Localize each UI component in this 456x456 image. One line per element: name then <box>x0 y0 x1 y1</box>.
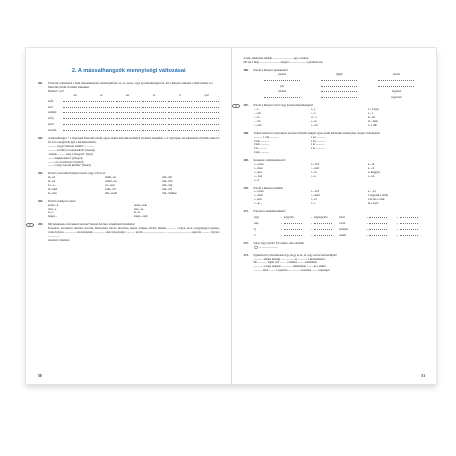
exercise-cell: nehéz <box>339 233 347 237</box>
exercise-line: ........ ott a bordóztató? (bízzál) <box>48 159 84 164</box>
exercise-number: 265. <box>38 222 44 227</box>
exercise-cell <box>400 232 425 238</box>
exercise-cell: ö tajpyták a telők <box>367 194 388 198</box>
answer-blank[interactable] <box>369 232 387 236</box>
answer-blank[interactable] <box>63 121 87 125</box>
exercise-instruction: Pótold a hiányzó betűket! <box>253 185 284 190</box>
exercise-instruction: Kerekezz a kiürestemporal! <box>253 158 286 163</box>
exercise-instruction: Ujjas vagy rajzok? Írj a képre, ami odaillik! <box>253 240 305 245</box>
exercise-cell: 1 ér ............ <box>310 147 325 151</box>
exercise-instruction: Egészítsd ki a mondatokat úgy, hogy az sz, zs vagy ssz/ss betű kerüljön! <box>253 252 337 257</box>
exercise-cell: a....olten <box>253 190 264 194</box>
exercise-269 <box>244 159 426 182</box>
page-number: 50 <box>38 374 42 378</box>
exercise-cell: e....kus <box>253 198 262 202</box>
col-header: ssz <box>125 92 130 97</box>
exercise-cell: é....övő <box>310 190 320 194</box>
answer-blank[interactable] <box>89 121 113 125</box>
exercise-line: ........ megkérdezze? (elfogad) <box>48 155 83 160</box>
answer-blank[interactable] <box>89 104 113 108</box>
exercise-273 <box>244 254 426 274</box>
exercise-cell: jövünk <box>278 90 286 94</box>
answer-blank[interactable] <box>194 98 218 102</box>
answer-blank[interactable] <box>116 115 140 119</box>
answer-blank[interactable] <box>400 226 418 230</box>
exercise-cell: fé...ed <box>48 176 56 180</box>
exercise-line: ............ mint ......... a nyárban ................ a kertben ........ szépséget. <box>253 268 331 273</box>
answer-blank[interactable] <box>168 98 192 102</box>
exercise-cell: j....s <box>253 108 259 112</box>
arrow-icon: → <box>279 232 283 237</box>
col-header: zz <box>100 92 103 97</box>
exercise-row <box>254 151 426 155</box>
answer-blank[interactable] <box>116 121 140 125</box>
arrow-icon: → <box>365 220 369 225</box>
exercise-number: 270. <box>243 185 249 190</box>
exercise-cell: mű...vég <box>162 184 173 188</box>
exercise-268 <box>244 132 426 155</box>
exercise-cell: r....an <box>367 174 375 178</box>
exercise-cell: tetűel...en <box>105 180 117 184</box>
exercise-cell: legnagyobb <box>313 216 328 219</box>
answer-blank[interactable] <box>89 98 113 102</box>
answer-blank[interactable] <box>314 226 332 230</box>
answer-blank[interactable] <box>89 115 113 119</box>
exercise-cell: r....s <box>310 112 316 116</box>
exercise-cell: vi....ékel <box>367 119 378 123</box>
exercise-number: 271. <box>243 209 249 214</box>
answer-blank[interactable] <box>63 98 87 102</box>
exercise-cell: könnyű <box>339 227 348 231</box>
exercise-cell: 1 ter ............ <box>310 135 326 139</box>
row-label: szűrj <box>48 116 54 121</box>
exercise-cell: vize...e <box>48 207 57 211</box>
exercise-cell: j....vár <box>253 112 261 116</box>
exercise-instruction: Folytasd a melléknevekkel! <box>253 209 286 214</box>
exercise-272 <box>244 242 426 250</box>
col-header: ss <box>152 92 155 97</box>
row-label: szárt <box>48 122 54 127</box>
exercise-line: ............. ablaka mindig ............ ..... az ............. a kirándulókat. <box>253 256 326 261</box>
arrow-icon: → <box>310 232 313 237</box>
answer-blank[interactable] <box>400 214 418 218</box>
arrow-icon: → <box>279 220 283 225</box>
exercise-line: Mi vel a fény ............................ magát a ..................... a gombtároan. <box>243 59 323 64</box>
exercise-cell: szóko...nak <box>133 203 147 207</box>
exercise-266 <box>244 69 426 100</box>
exercise-cell: v....l <box>367 112 373 116</box>
exercise-line: A ház, amelynek ablakát ............................ egy a sarkon. <box>243 56 309 60</box>
exercise-cell: mű...szaki <box>105 191 117 195</box>
exercise-cell: 1 ban ............ <box>253 139 270 143</box>
left-page <box>26 48 232 384</box>
answer-blank[interactable] <box>284 220 302 224</box>
answer-blank[interactable] <box>168 109 192 113</box>
exercise-cell: a....ul <box>367 163 375 167</box>
exercise-cell: 1 ér ............ <box>310 143 325 147</box>
exercise-cell: j....ván <box>253 123 262 127</box>
answer-blank[interactable] <box>321 94 357 98</box>
exercise-row <box>254 94 426 100</box>
answer-blank[interactable] <box>63 127 87 131</box>
right-page <box>232 48 437 384</box>
answer-blank[interactable] <box>369 226 387 230</box>
exercise-cell: hango... <box>48 215 58 219</box>
exercise-number: 273. <box>243 252 249 257</box>
row-label: szöktek <box>48 110 57 115</box>
exercise-cell: fo...a... <box>48 184 57 188</box>
col-header: lessék <box>392 71 400 76</box>
answer-blank[interactable] <box>116 127 140 131</box>
exercise-cell: jó <box>253 233 256 237</box>
answer-blank[interactable] <box>89 127 113 131</box>
col-header: jöjjek <box>336 71 343 76</box>
answer-blank[interactable] <box>314 232 332 236</box>
exercise-cell: és a tojló <box>367 202 379 206</box>
top-lines <box>244 57 426 65</box>
exercise-cell: a....ottan <box>253 163 264 167</box>
exercise-263 <box>38 172 220 195</box>
speech-icon <box>254 246 258 249</box>
row-label: szül <box>48 104 53 109</box>
exercise-cell: fa...ban <box>48 191 57 195</box>
exercise-number: 266. <box>243 67 249 72</box>
exercise-cell: ró....t <box>310 115 317 119</box>
exercise-cell: mű...ödi <box>162 176 172 180</box>
exercise-instruction: Mit jelentenek a következő szavak? Keresd fel őket a megfelelő mondatba! <box>48 222 136 227</box>
exercise-row <box>254 202 426 206</box>
exercise-cell: fé...ékel <box>48 187 58 191</box>
arrow-icon: → <box>310 226 313 231</box>
exercise-cell: 1 nép ............ <box>253 151 270 155</box>
exercise-row <box>48 192 220 196</box>
exercise-cell: mű...vés <box>162 187 173 191</box>
arrow-icon: → <box>365 232 369 237</box>
exercise-cell: szóko...k <box>48 203 59 207</box>
answer-blank[interactable] <box>142 98 166 102</box>
exercise-cell: hango...tam <box>133 215 148 219</box>
answer-blank[interactable] <box>168 104 192 108</box>
exercise-cell: f....tő <box>310 170 317 174</box>
answer-blank[interactable] <box>116 109 140 113</box>
exercise-cell: 1 lő ............ <box>253 147 268 151</box>
answer-blank[interactable] <box>194 109 218 113</box>
answer-blank[interactable] <box>264 94 300 98</box>
arrow-icon: → <box>365 226 369 231</box>
row-label: szórtak <box>48 128 57 133</box>
exercise-cell: e....ttlen <box>253 194 263 198</box>
exercise-cell: ö....k.... <box>253 202 263 206</box>
exercise-cell: j....tő <box>253 115 260 119</box>
exercise-cell: a.... ad <box>367 190 376 194</box>
arrow-icon: → <box>365 215 369 219</box>
exercise-cell: f....r <box>310 202 316 206</box>
exercise-cell: legyünk <box>391 90 401 94</box>
exercise-262 <box>38 137 220 168</box>
answer-blank[interactable] <box>168 127 192 131</box>
answer-blank[interactable] <box>284 232 302 236</box>
answer-blank[interactable] <box>142 115 166 119</box>
exercise-271 <box>244 210 426 238</box>
col-header: tt <box>179 92 181 97</box>
exercise-261 <box>38 82 220 133</box>
answer-blank[interactable] <box>142 104 166 108</box>
exercise-cell: rossz <box>339 221 346 225</box>
cd-icon <box>232 104 240 108</box>
arrow-icon: → <box>395 215 399 219</box>
exercise-cell <box>369 232 394 238</box>
answer-blank[interactable] <box>168 115 192 119</box>
exercise-267 <box>244 104 426 127</box>
answer-blank[interactable] <box>369 214 387 218</box>
exercise-number: 267. <box>243 103 249 108</box>
exercise-cell: v....f ügyr <box>367 108 379 112</box>
answer-blank[interactable] <box>142 121 166 125</box>
exercise-cell: új <box>253 227 256 231</box>
exercise-cell <box>314 232 339 238</box>
answer-blank[interactable] <box>321 88 357 92</box>
exercise-cell: o....ttan <box>253 174 263 178</box>
arrow-icon: → <box>310 220 313 225</box>
answer-blank[interactable] <box>321 83 357 87</box>
answer-blank[interactable] <box>194 121 218 125</box>
exercise-cell: vize...ne <box>133 207 144 211</box>
exercise-line: Ha ............. téglát vett ......... a házhoz ......... készülnek. <box>253 260 318 265</box>
answer-blank[interactable] <box>63 115 87 119</box>
answer-blank[interactable] <box>264 77 300 81</box>
exercise-cell <box>254 94 311 100</box>
arrow-icon: → <box>395 232 399 237</box>
exercise-cell: r....l tűk <box>367 123 377 127</box>
exercise-cell <box>311 94 368 100</box>
exercise-cell: j....szi <box>310 123 318 127</box>
exercise-cell: r....n <box>310 174 316 178</box>
exercise-cell: mű...Sziklaz <box>162 191 177 195</box>
answer-blank[interactable] <box>116 98 140 102</box>
answer-blank[interactable] <box>194 115 218 119</box>
exercise-instruction: A mássalhangzó + a végű igék felszólító módú, egyes száma második személyű rövidebb alakjában a -d végű igék, ide ismeretlen rövidebb alakot is lát. Írd a megfelelő igét a kérdőmondatba. <box>48 136 220 144</box>
exercise-row <box>254 232 426 238</box>
exercise-cell: fé...en <box>48 180 56 184</box>
answer-blank[interactable] <box>369 220 387 224</box>
col-header: ssz <box>73 92 77 97</box>
exercise-cell: e....kus <box>253 170 262 174</box>
exercise-number: 272. <box>243 240 249 245</box>
answer-blank[interactable] <box>314 220 332 224</box>
exercise-cell: elmű...en <box>105 176 116 180</box>
answer-blank[interactable] <box>116 104 140 108</box>
answer-blank[interactable] <box>321 77 357 81</box>
exercise-cell: mű...ödő <box>162 180 173 184</box>
exercise-line: ........ a nagy baromi kérdést? (mond) <box>48 163 91 168</box>
exercise-cell: jön <box>280 84 284 88</box>
page-number: 51 <box>421 374 425 378</box>
exercise-paragraph-end: növekvő csőkönyv. <box>48 237 71 242</box>
exercise-cell <box>284 232 309 238</box>
answer-blank[interactable] <box>378 77 414 81</box>
exercise-cell: 1 hén ............ <box>253 143 270 147</box>
grid-row <box>48 127 220 133</box>
col-header: jönnek <box>278 71 286 76</box>
exercise-row <box>254 179 426 183</box>
exercise-cell: zeke...ell <box>105 187 116 191</box>
answer-blank[interactable] <box>142 127 166 131</box>
book-spread <box>26 48 436 384</box>
answer-blank[interactable] <box>63 109 87 113</box>
exercise-cell <box>254 77 311 83</box>
exercise-cell: vá...eszt <box>105 184 115 188</box>
exercise-cell: f....tő <box>310 198 317 202</box>
answer-blank[interactable] <box>378 83 414 87</box>
exercise-cell: r....ásöl <box>310 166 320 170</box>
answer-blank[interactable] <box>194 104 218 108</box>
exercise-cell: r....ástöl <box>310 194 320 198</box>
answer-blank[interactable] <box>63 104 87 108</box>
exercise-cell: szép <box>253 221 259 225</box>
exercise-cell: f....j <box>310 108 316 112</box>
exercise-cell: é....övő <box>310 163 320 167</box>
exercise-row <box>48 215 220 219</box>
arrow-icon: → <box>395 226 399 231</box>
exercise-264 <box>38 200 220 220</box>
answer-blank[interactable] <box>400 232 418 236</box>
exercise-cell: u. kéggyet <box>367 170 380 174</box>
exercise-instruction: Töltsd szóban ki a következő szavak rövidebb alakjait egyes szám harmadik személyben. Kapsz a kérdőjelre! <box>253 130 381 135</box>
exercise-instruction: Pótold a hiányzó rövid vagy hosszú mássalhangzót! <box>253 103 314 108</box>
answer-blank[interactable] <box>284 226 302 230</box>
row-label: szőtt <box>48 98 54 103</box>
chapter-title: 2. A mássalhangzók mennyiségi változásai <box>71 68 186 74</box>
exercise-cell: kicsi <box>339 216 345 219</box>
exercise-instruction: Pótold a hiányzó l-eket! <box>48 198 76 203</box>
exercise-row <box>254 124 426 128</box>
arrow-icon: → <box>279 226 283 231</box>
col-header: nyd <box>204 92 209 97</box>
exercise-270 <box>244 187 426 207</box>
exercise-cell: nagy <box>253 216 260 219</box>
cd-icon <box>26 223 34 227</box>
answer-blank[interactable] <box>142 109 166 113</box>
arrow-icon: → <box>395 220 399 225</box>
exercise-cell: nagyobb <box>283 216 294 219</box>
answer-blank[interactable] <box>168 121 192 125</box>
exercise-line: ............ hogy? Maradj, semmi ? ............ <box>48 143 95 148</box>
exercise-cell: fe...et <box>133 211 141 215</box>
exercise-number: 261. <box>38 81 44 85</box>
exercise-instruction: Töltsd ki a táblázatot a fenti mássalhangzók valamelyikével: sz, zs, ssz/sz, vagy ny mássalhangzóval. Írd a hiányzó alakokat a múlt időben is a felszólító módú rövidebb alakokkal. <box>48 81 213 89</box>
exercise-cell: legyenek <box>391 96 402 100</box>
exercise-cell: a....tt <box>253 178 260 182</box>
exercise-cell: j....ról <box>253 119 261 123</box>
exercise-cell: fo...l <box>48 211 54 215</box>
exercise-cell: e....ttlen <box>253 166 263 170</box>
exercise-cell: ............ 1 ván ............ <box>253 135 279 139</box>
exercise-instruction: Pótold a hiányzó igealakokat! <box>253 67 288 72</box>
exercise-line: ..Ennek ........... meg a magyart!" (kérj) <box>48 151 93 156</box>
exercise-number: 269. <box>243 158 249 163</box>
exercise-cell: a.....tl <box>367 166 375 170</box>
arrow-icon: → <box>310 215 313 219</box>
exercise-line: ............. a nagy teljesen ............... tekintélyén ......... és a telkét. <box>253 264 327 269</box>
exercise-number: 263. <box>38 171 44 176</box>
exercise-instruction: Pótold a szavakból hiányzó kettős vagy rövid t-et. <box>48 171 106 176</box>
answer-blank[interactable] <box>194 127 218 131</box>
exercise-cell <box>368 83 425 89</box>
answer-line: ........................... <box>258 244 278 249</box>
answer-blank[interactable] <box>89 109 113 113</box>
exercise-number: 268. <box>243 130 249 135</box>
exercise-sub: Például: a sz? <box>48 88 64 93</box>
exercise-number: 262. <box>38 136 44 141</box>
exercise-cell: j....ér <box>310 119 317 123</box>
exercise-cell: 1 ter ............ <box>310 139 326 143</box>
arrow-icon: → <box>279 215 283 219</box>
answer-blank[interactable] <box>400 220 418 224</box>
exercise-paragraph: Ecsetelve, vecsetelve, mesteri, tetovált, félrevezető, furcsa, hivatalos, színes, érdekes, kiváló, büszke. ............ a tájon, azon a nagymagyar pénzen, volna folyton ................ sok kényelem, ............... szép bizonyságot ............ nyom ................................. ................................ szép kis ............ folyton ................ <box>48 226 220 238</box>
exercise-cell: h....nu <box>367 115 376 119</box>
exercise-cell: ö és ha ó, utak <box>367 198 385 202</box>
exercise-number: 264. <box>38 198 44 203</box>
exercise-265 <box>38 223 220 243</box>
exercise-line: ............ ki tűnt el a kerekedből? (mondj) <box>48 147 95 152</box>
